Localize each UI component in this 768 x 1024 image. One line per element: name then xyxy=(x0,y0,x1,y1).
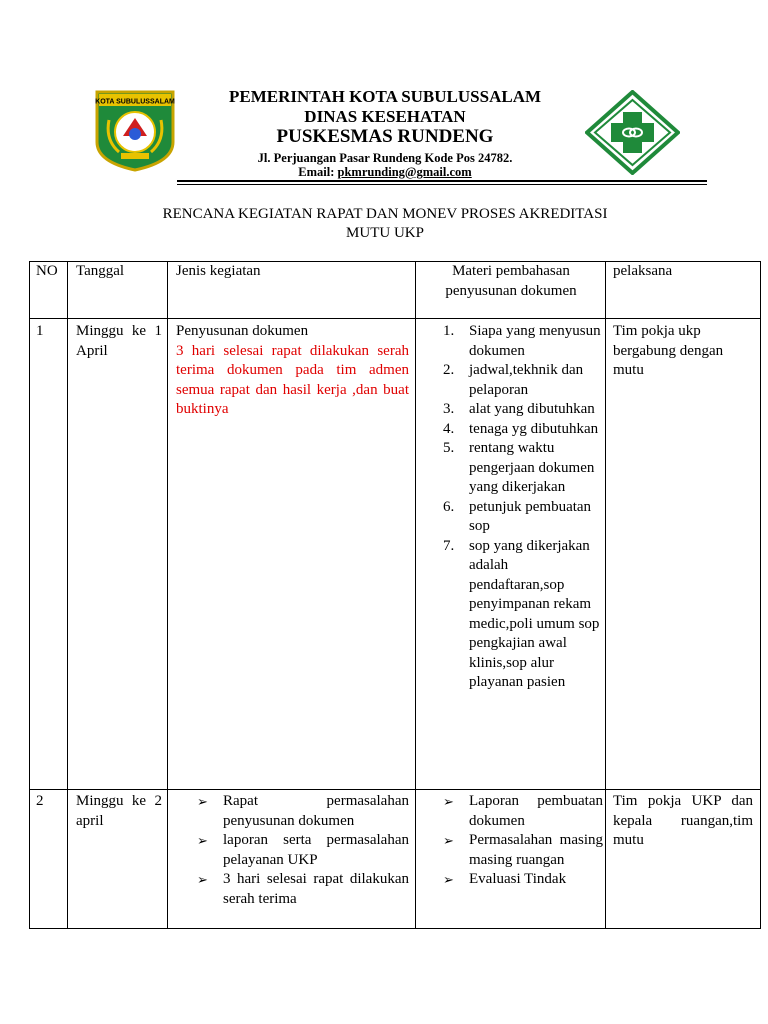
arrow-bullet-icon: ➢ xyxy=(197,833,208,848)
row2-pelaksana: Tim pokja UKP dan kepala ruangan,tim mutu xyxy=(613,793,753,848)
row1-jenis xyxy=(176,322,409,420)
row1-materi-list xyxy=(443,322,603,693)
gov-name: PEMERINTAH KOTA SUBULUSSALAM xyxy=(228,87,542,106)
list-item: ➢ 3 hari selesai rapat dilakukan serah terima xyxy=(197,871,409,907)
list-item: ➢ Rapat permasalahan penyusunan dokumen xyxy=(197,793,409,829)
row1-pelaksana: Tim pokja ukp bergabung dengan mutu xyxy=(613,323,724,378)
header-pelaksana: pelaksana xyxy=(613,263,673,279)
header-no: NO xyxy=(36,263,58,279)
document-title: RENCANA KEGIATAN RAPAT DAN MONEV PROSES AKREDITASI xyxy=(162,206,608,222)
dept-name: DINAS KESEHATAN xyxy=(304,107,466,126)
arrow-bullet-icon: ➢ xyxy=(197,872,208,887)
list-item: ➢ Laporan pembuatan dokumen xyxy=(443,793,603,829)
row2-tanggal: Minggu ke 2 april xyxy=(76,793,162,829)
header-materi: Materi pembahasan penyusunan dokumen xyxy=(445,263,577,299)
row1-jenis-note: 3 hari selesai rapat dilakukan serah terima dokumen pada tim admen semua rapat dan hasil kerja ,dan buat buktinya xyxy=(176,342,409,417)
row1-tanggal: Minggu ke 1 April xyxy=(76,323,162,359)
header-jenis-kegiatan: Jenis kegiatan xyxy=(176,263,261,279)
arrow-bullet-icon: ➢ xyxy=(443,794,454,809)
email-link[interactable]: pkmrunding@gmail.com xyxy=(337,165,472,179)
list-item: ➢ laporan serta permasalahan pelayanan UKP xyxy=(197,832,409,868)
header-tanggal: Tanggal xyxy=(76,263,125,279)
list-item: ➢ Permasalahan masing masing ruangan xyxy=(443,832,603,868)
arrow-bullet-icon: ➢ xyxy=(443,833,454,848)
row1-no: 1 xyxy=(36,323,44,339)
institution-name: PUSKESMAS RUNDENG xyxy=(276,126,494,147)
arrow-bullet-icon: ➢ xyxy=(443,872,454,887)
row2-materi-list xyxy=(443,792,603,890)
list-item: 5. rentang waktu pengerjaan dokumen yang dikerjakan xyxy=(443,440,595,495)
list-item: 6. petunjuk pembuatan sop xyxy=(443,498,592,534)
document-subtitle: MUTU UKP xyxy=(346,225,424,241)
list-item: 7. sop yang dikerjakan adalah pendaftaran,sop penyimpanan rekam medic,poli umum sop pengkajian awal klinis,sop alur playanan pasien xyxy=(443,537,600,690)
address: Jl. Perjuangan Pasar Rundeng Kode Pos 24782. xyxy=(257,151,513,165)
list-item: ➢ Evaluasi Tindak xyxy=(443,870,603,890)
row1-jenis-title: Penyusunan dokumen xyxy=(176,323,309,339)
email-label: Email: xyxy=(298,165,338,179)
row2-jenis-list xyxy=(197,792,409,909)
list-item: 1. Siapa yang menyusun dokumen xyxy=(443,323,601,359)
emblem-text: KOTA SUBULUSSALAM xyxy=(95,98,175,106)
arrow-bullet-icon: ➢ xyxy=(197,794,208,809)
row2-no: 2 xyxy=(36,793,44,809)
list-item: 2. jadwal,tekhnik dan pelaporan xyxy=(443,362,584,398)
list-item: 4. tenaga yg dibutuhkan xyxy=(443,420,599,437)
list-item: 3. alat yang dibutuhkan xyxy=(443,401,595,417)
